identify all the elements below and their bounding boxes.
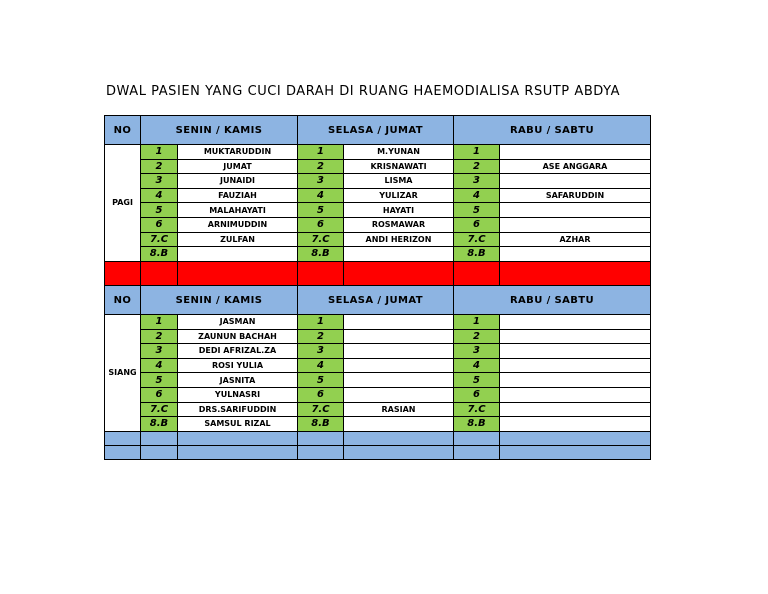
slot-number-senin-kamis: 2 [141,159,178,174]
header-rabu-sabtu: RABU / SABTU [454,286,651,315]
patient-name-rabu-sabtu [500,344,651,359]
patient-name-rabu-sabtu [500,358,651,373]
patient-name-senin-kamis: JUMAT [178,159,298,174]
slot-number-senin-kamis: 5 [141,203,178,218]
separator-row-cell [105,261,141,285]
blank-row-cell [298,431,344,445]
slot-number-senin-kamis: 7.C [141,232,178,247]
header-senin-kamis: SENIN / KAMIS [141,116,298,145]
separator-row-cell [454,261,500,285]
table-row [105,387,651,402]
slot-number-selasa-jumat: 3 [298,344,344,359]
slot-number-selasa-jumat: 5 [298,373,344,388]
blank-row-cell [298,445,344,459]
patient-name-senin-kamis: DEDI AFRIZAL.ZA [178,344,298,359]
table-row [105,344,651,359]
patient-name-selasa-jumat [344,373,454,388]
header-row [105,116,651,145]
slot-number-rabu-sabtu: 8.B [454,417,500,432]
patient-name-rabu-sabtu [500,203,651,218]
slot-number-senin-kamis: 6 [141,217,178,232]
slot-number-senin-kamis: 4 [141,358,178,373]
table-row [105,159,651,174]
patient-name-rabu-sabtu [500,217,651,232]
patient-name-senin-kamis: ROSI YULIA [178,358,298,373]
title-container [106,84,651,99]
patient-name-rabu-sabtu [500,247,651,262]
slot-number-rabu-sabtu: 8.B [454,247,500,262]
patient-name-selasa-jumat [344,417,454,432]
patient-name-rabu-sabtu [500,329,651,344]
patient-name-selasa-jumat [344,387,454,402]
slot-number-rabu-sabtu: 7.C [454,232,500,247]
blank-row-cell [454,445,500,459]
patient-name-selasa-jumat [344,315,454,330]
header-rabu-sabtu: RABU / SABTU [454,116,651,145]
slot-number-selasa-jumat: 2 [298,329,344,344]
patient-name-selasa-jumat [344,358,454,373]
patient-name-rabu-sabtu [500,145,651,160]
patient-name-rabu-sabtu: SAFARUDDIN [500,188,651,203]
patient-name-senin-kamis [178,247,298,262]
slot-number-senin-kamis: 8.B [141,247,178,262]
patient-name-senin-kamis: FAUZIAH [178,188,298,203]
blank-row-cell [105,431,141,445]
page-title: DWAL PASIEN YANG CUCI DARAH DI RUANG HAEMODIALISA RSUTP ABDYA [106,84,621,99]
patient-name-rabu-sabtu [500,315,651,330]
header-row [105,286,651,315]
patient-name-senin-kamis: MUKTARUDDIN [178,145,298,160]
blank-row-cell [178,431,298,445]
table-row [105,232,651,247]
slot-number-rabu-sabtu: 4 [454,358,500,373]
slot-number-rabu-sabtu: 7.C [454,402,500,417]
patient-name-senin-kamis: SAMSUL RIZAL [178,417,298,432]
blank-row-cell [141,445,178,459]
table-row [105,417,651,432]
blank-row-cell [178,445,298,459]
patient-name-rabu-sabtu [500,417,651,432]
slot-number-senin-kamis: 3 [141,344,178,359]
patient-name-senin-kamis: DRS.SARIFUDDIN [178,402,298,417]
separator-row-cell [178,261,298,285]
slot-number-senin-kamis: 8.B [141,417,178,432]
patient-name-senin-kamis: JASMAN [178,315,298,330]
patient-name-senin-kamis: ARNIMUDDIN [178,217,298,232]
schedule-body-pagi [105,116,651,286]
table-row [105,145,651,160]
patient-name-senin-kamis: JASNITA [178,373,298,388]
slot-number-rabu-sabtu: 6 [454,387,500,402]
patient-name-selasa-jumat [344,247,454,262]
slot-number-rabu-sabtu: 5 [454,373,500,388]
slot-number-senin-kamis: 7.C [141,402,178,417]
slot-number-senin-kamis: 3 [141,174,178,189]
slot-number-senin-kamis: 6 [141,387,178,402]
slot-number-selasa-jumat: 4 [298,188,344,203]
schedule-table-pagi [104,115,651,286]
slot-number-senin-kamis: 5 [141,373,178,388]
slot-number-selasa-jumat: 1 [298,145,344,160]
table-row [105,329,651,344]
patient-name-senin-kamis: YULNASRI [178,387,298,402]
patient-name-senin-kamis: ZULFAN [178,232,298,247]
slot-number-rabu-sabtu: 6 [454,217,500,232]
patient-name-senin-kamis: MALAHAYATI [178,203,298,218]
table-row [105,188,651,203]
slot-number-selasa-jumat: 1 [298,315,344,330]
patient-name-selasa-jumat: ROSMAWAR [344,217,454,232]
table-row [105,373,651,388]
slot-number-senin-kamis: 1 [141,145,178,160]
header-senin-kamis: SENIN / KAMIS [141,286,298,315]
separator-row-cell [298,261,344,285]
patient-name-selasa-jumat: RASIAN [344,402,454,417]
slot-number-rabu-sabtu: 4 [454,188,500,203]
patient-name-senin-kamis: JUNAIDI [178,174,298,189]
separator-row [105,261,651,285]
slot-number-selasa-jumat: 5 [298,203,344,218]
table-row [105,217,651,232]
slot-number-senin-kamis: 1 [141,315,178,330]
slot-number-selasa-jumat: 7.C [298,402,344,417]
patient-name-selasa-jumat: LISMA [344,174,454,189]
patient-name-selasa-jumat: YULIZAR [344,188,454,203]
header-no: NO [105,116,141,145]
patient-name-rabu-sabtu [500,387,651,402]
blank-row-cell [500,431,651,445]
slot-number-rabu-sabtu: 2 [454,159,500,174]
slot-number-selasa-jumat: 2 [298,159,344,174]
slot-number-senin-kamis: 2 [141,329,178,344]
patient-name-selasa-jumat: M.YUNAN [344,145,454,160]
separator-row-cell [344,261,454,285]
patient-name-selasa-jumat [344,344,454,359]
table-row [105,315,651,330]
separator-row-cell [500,261,651,285]
blank-row-cell [500,445,651,459]
slot-number-selasa-jumat: 6 [298,387,344,402]
slot-number-selasa-jumat: 4 [298,358,344,373]
slot-number-selasa-jumat: 8.B [298,247,344,262]
slot-number-rabu-sabtu: 5 [454,203,500,218]
table-row [105,203,651,218]
patient-name-selasa-jumat: HAYATI [344,203,454,218]
blank-row-cell [105,445,141,459]
header-selasa-jumat: SELASA / JUMAT [298,286,454,315]
patient-name-selasa-jumat: KRISNAWATI [344,159,454,174]
blank-row-cell [344,431,454,445]
slot-number-selasa-jumat: 8.B [298,417,344,432]
shift-label-siang: SIANG [105,315,141,432]
slot-number-rabu-sabtu: 3 [454,174,500,189]
patient-name-rabu-sabtu [500,174,651,189]
slot-number-rabu-sabtu: 2 [454,329,500,344]
patient-name-senin-kamis: ZAUNUN BACHAH [178,329,298,344]
blank-row [105,445,651,459]
table-row [105,247,651,262]
header-selasa-jumat: SELASA / JUMAT [298,116,454,145]
blank-row-cell [454,431,500,445]
slot-number-senin-kamis: 4 [141,188,178,203]
patient-name-selasa-jumat: ANDI HERIZON [344,232,454,247]
slot-number-rabu-sabtu: 1 [454,145,500,160]
shift-label-pagi: PAGI [105,145,141,262]
blank-row-cell [344,445,454,459]
table-row [105,402,651,417]
blank-row [105,431,651,445]
schedule-body-siang [105,286,651,460]
blank-row-cell [141,431,178,445]
separator-row-cell [141,261,178,285]
table-row [105,174,651,189]
patient-name-rabu-sabtu [500,373,651,388]
header-no: NO [105,286,141,315]
schedule-table-siang [104,285,651,460]
table-row [105,358,651,373]
patient-name-rabu-sabtu: AZHAR [500,232,651,247]
slot-number-selasa-jumat: 3 [298,174,344,189]
slot-number-rabu-sabtu: 1 [454,315,500,330]
patient-name-rabu-sabtu [500,402,651,417]
slot-number-rabu-sabtu: 3 [454,344,500,359]
slot-number-selasa-jumat: 6 [298,217,344,232]
patient-name-selasa-jumat [344,329,454,344]
slot-number-selasa-jumat: 7.C [298,232,344,247]
patient-name-rabu-sabtu: ASE ANGGARA [500,159,651,174]
